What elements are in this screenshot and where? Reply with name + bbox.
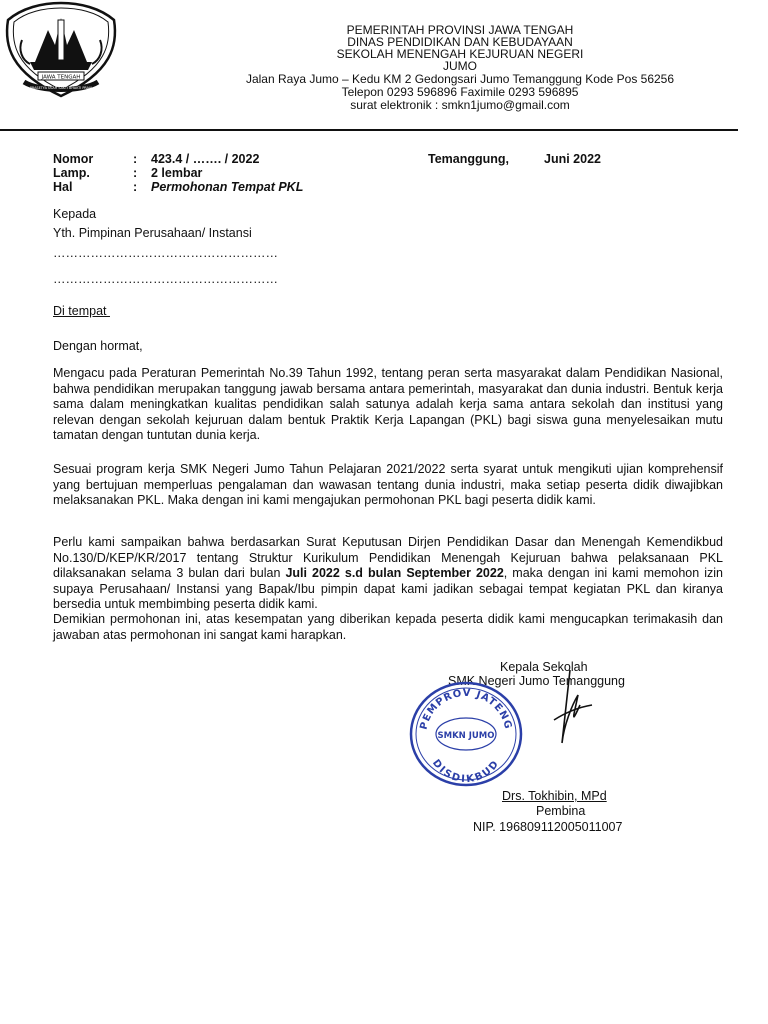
recipient-dots-1: ……………………………………………… <box>53 246 278 260</box>
svg-text:SMKN JUMO: SMKN JUMO <box>437 731 495 741</box>
school-stamp <box>408 680 524 788</box>
hal-value: Permohonan Tempat PKL <box>151 180 304 194</box>
svg-text:JAWA TENGAH: JAWA TENGAH <box>41 74 81 81</box>
letterhead-line-3: SEKOLAH MENENGAH KEJURUAN NEGERI <box>336 47 584 61</box>
paragraph-3: Perlu kami sampaikan bahwa berdasarkan Surat Keputusan Dirjen Pendidikan Dasar dan Menengah Kemendikbud No.130/D/KEP/KR/2017 tentang Struktur Kurikulum Pendidikan Menengah Kejuruan bahwa pelaksanaan PKL dilaksanakan selama 3 bulan dari bulan Juli 2022 s.d bulan September 2022, maka dengan ini kami memohon izin supaya Perusahaan/ Instansi yang Bapak/Ibu pimpin dapat kami jadikan sebagai tempat kegiatan PKL dan kiranya bersedia untuk membimbing peserta didik kami. <box>53 535 723 611</box>
letterhead-address: Jalan Raya Jumo – Kedu KM 2 Gedongsari Jumo Temanggung Kode Pos 56256 <box>245 72 675 86</box>
paragraph-1: Mengacu pada Peraturan Pemerintah No.39 Tahun 1992, tentang peran serta masyarakat dalam Pendidikan Nasional, bahwa pendidikan merupakan tanggung jawab bersama antara pemerintah, masyarakat dan dunia industri. Bentuk kerja sama dalam meningkatkan kualitas pendidikan salah satunya adalah kerja sama antara sekolah dan institusi yang relevan dengan sekolah kejuruan dalam bentuk Praktik Kerja Lapangan (PKL) bagi siswa guna menyelesaikan mutu tamatan dengan tuntutan dunia kerja. <box>53 366 723 442</box>
letterhead-phone: Telepon 0293 596896 Faximile 0293 596895 <box>341 85 579 99</box>
central-java-emblem-logo <box>0 0 122 100</box>
signatory-nip: NIP. 196809112005011007 <box>473 820 623 834</box>
paragraph-2: Sesuai program kerja SMK Negeri Jumo Tahun Pelajaran 2021/2022 serta syarat untuk mengikuti ujian komprehensif yang bertujuan memperluas pengalaman dan wawasan tentang dunia industri, maka setiap peserta didik diwajibkan melaksanakan PKL. Maka dengan ini kami mengajukan permohonan PKL bagi peserta didik kami. <box>53 462 723 507</box>
handwritten-signature <box>540 665 600 750</box>
nomor-label: Nomor <box>53 152 94 166</box>
recipient-di-tempat: Di tempat <box>53 304 110 318</box>
letterhead-email: surat elektronik : smkn1jumo@gmail.com <box>350 98 570 112</box>
svg-text:DISDIKBUD: DISDIKBUD <box>429 757 503 786</box>
hal-label: Hal <box>53 180 73 194</box>
signatory-name: Drs. Tokhibin, MPd <box>502 789 607 803</box>
lamp-value: 2 lembar <box>151 166 203 180</box>
nomor-value: 423.4 / ……. / 2022 <box>151 152 260 166</box>
letter-city: Temanggung, <box>428 152 510 166</box>
paragraph-4: Demikian permohonan ini, atas kesempatan yang diberikan kepada peserta didik kami mengucapkan terimakasih dan jawaban atas permohonan ini sangat kami harapkan. <box>53 612 723 642</box>
svg-text:PRASETYA ULAH SAKTI BHAKTI PRA: PRASETYA ULAH SAKTI BHAKTI PRAJA <box>29 86 93 90</box>
recipient-yth: Yth. Pimpinan Perusahaan/ Instansi <box>53 226 252 240</box>
recipient-kepada: Kepada <box>53 207 97 221</box>
recipient-dots-2: ……………………………………………… <box>53 272 278 286</box>
signature-title-1: Kepala Sekolah <box>500 660 588 674</box>
svg-text:PEMPROV JATENG: PEMPROV JATENG <box>418 687 514 731</box>
lamp-colon: : <box>133 166 138 180</box>
signature-title-2: SMK Negeri Jumo Temanggung <box>448 674 625 688</box>
letterhead-line-1: PEMERINTAH PROVINSI JAWA TENGAH <box>346 23 574 37</box>
letter-date: Juni 2022 <box>544 152 601 166</box>
letterhead-divider <box>0 129 738 131</box>
pkl-period-bold: Juli 2022 s.d bulan September 2022 <box>285 566 504 580</box>
letterhead-line-4: JUMO <box>443 59 477 73</box>
lamp-label: Lamp. <box>53 166 90 180</box>
nomor-colon: : <box>133 152 138 166</box>
signatory-rank: Pembina <box>536 804 586 818</box>
salutation: Dengan hormat, <box>53 339 143 353</box>
letterhead-line-2: DINAS PENDIDIKAN DAN KEBUDAYAAN <box>347 35 573 49</box>
hal-colon: : <box>133 180 138 194</box>
